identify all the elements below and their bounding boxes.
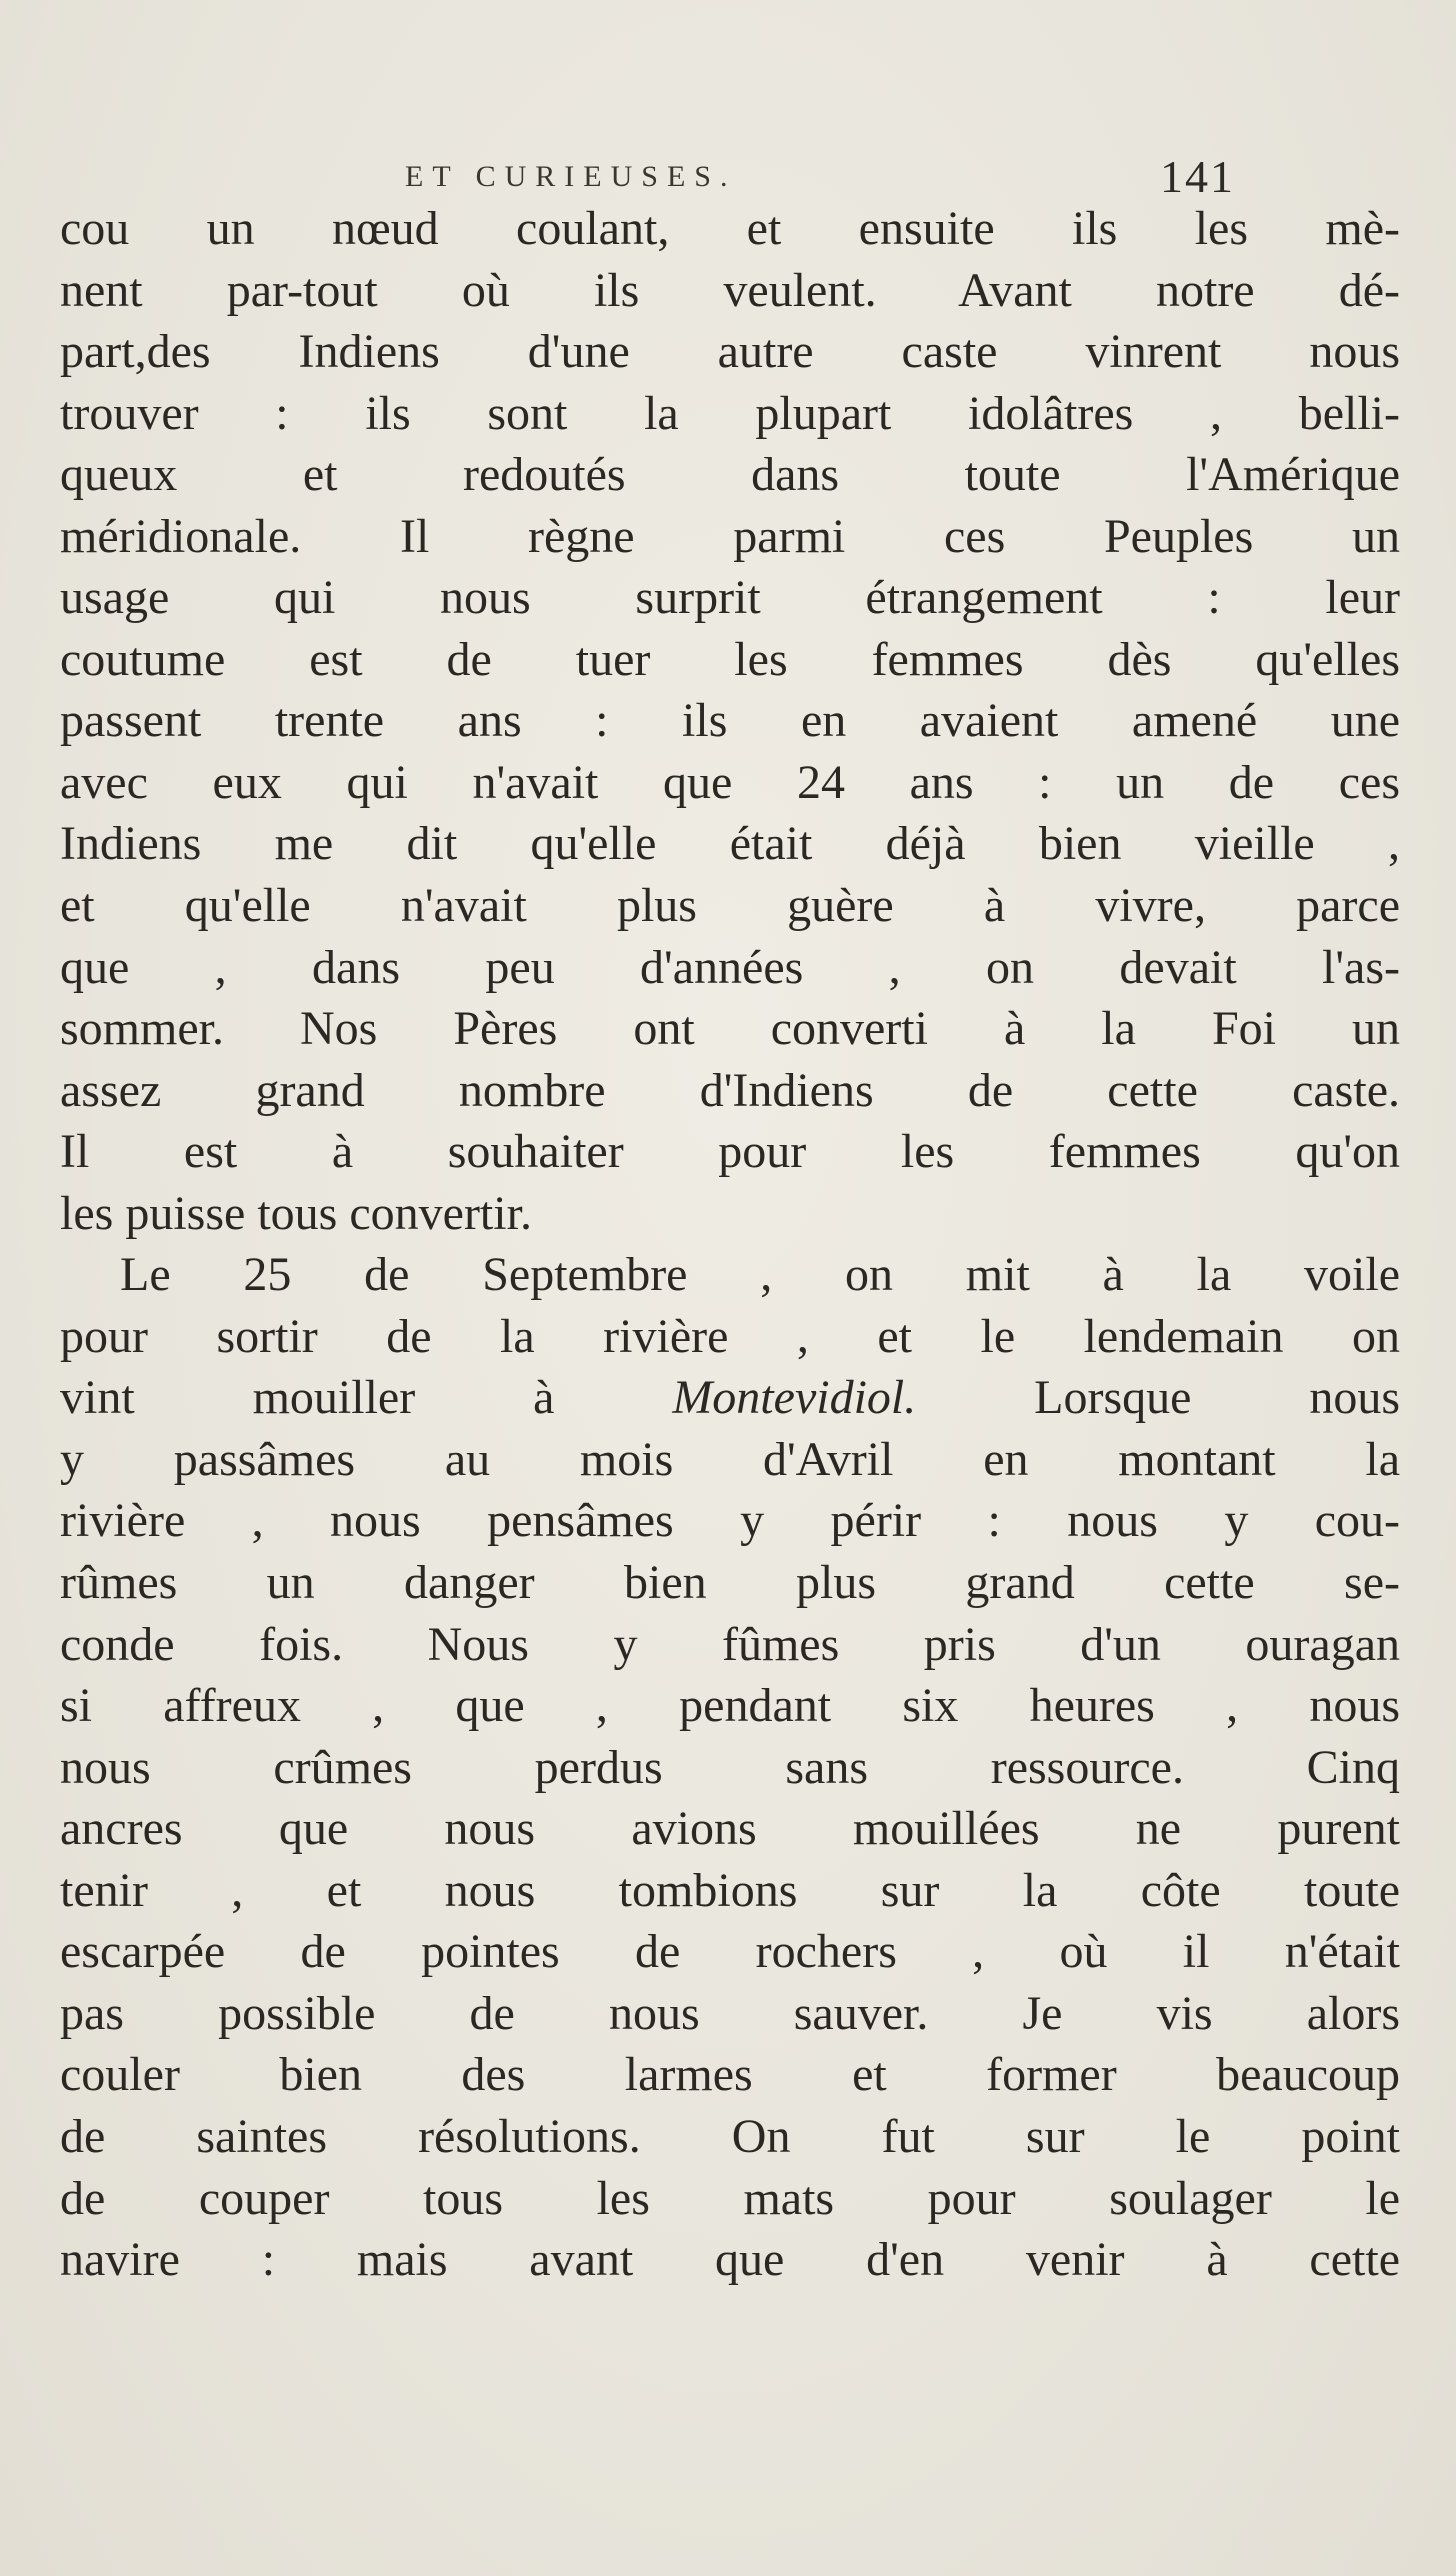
text-line: navire : mais avant que d'en venir à cette xyxy=(60,2233,1400,2287)
text-line: cou un nœud coulant, et ensuite ils les mè- xyxy=(60,202,1400,255)
text-line-with-place-name xyxy=(60,1367,1400,1429)
text-line: coutume est de tuer les femmes dès qu'elles xyxy=(60,632,1400,686)
text-line: méridionale. Il règne parmi ces Peuples un xyxy=(60,509,1400,563)
text-line: assez grand nombre d'Indiens de cette caste. xyxy=(60,1063,1400,1117)
text-line: avec eux qui n'avait que 24 ans : un de ces xyxy=(60,755,1400,809)
page-number: 141 xyxy=(1160,151,1235,202)
text-line: passent trente ans : ils en avaient amené une xyxy=(60,694,1400,748)
paragraph-start-line: Le 25 de Septembre , on mit à la voile xyxy=(120,1248,1400,1302)
text-line: que , dans peu d'années , on devait l'as- xyxy=(60,940,1400,994)
text-line: rivière , nous pensâmes y périr : nous y cou- xyxy=(60,1494,1400,1548)
text-line: part,des Indiens d'une autre caste vinrent nous xyxy=(60,325,1400,379)
text-line: trouver : ils sont la plupart idolâtres , belli- xyxy=(60,386,1400,440)
running-head: ET CURIEUSES. xyxy=(405,160,737,193)
text-line: conde fois. Nous y fûmes pris d'un ouragan xyxy=(60,1617,1400,1671)
text-line: rûmes un danger bien plus grand cette se- xyxy=(60,1556,1400,1610)
text-line: pas possible de nous sauver. Je vis alors xyxy=(60,1986,1400,2040)
text-line: et qu'elle n'avait plus guère à vivre, parce xyxy=(60,879,1400,933)
text-line: escarpée de pointes de rochers , où il n'était xyxy=(60,1925,1400,1979)
text-line: tenir , et nous tombions sur la côte toute xyxy=(60,1863,1400,1917)
text-fragment: vint mouiller à xyxy=(60,1371,555,1425)
text-line: couler bien des larmes et former beaucoup xyxy=(60,2048,1400,2102)
place-name-montevidiol: Montevidiol. xyxy=(672,1371,917,1425)
text-line: sommer. Nos Pères ont converti à la Foi un xyxy=(60,1002,1400,1056)
text-line: usage qui nous surprit étrangement : leur xyxy=(60,571,1400,625)
body-text xyxy=(60,198,1400,2291)
text-line: Il est à souhaiter pour les femmes qu'on xyxy=(60,1125,1400,1179)
text-line: nous crûmes perdus sans ressource. Cinq xyxy=(60,1740,1400,1794)
text-fragment: Lorsque nous xyxy=(1034,1371,1401,1425)
text-line: pour sortir de la rivière , et le lendemain on xyxy=(60,1309,1400,1363)
text-line: y passâmes au mois d'Avril en montant la xyxy=(60,1432,1400,1486)
text-line: de saintes résolutions. On fut sur le point xyxy=(60,2109,1400,2163)
text-line: si affreux , que , pendant six heures , nous xyxy=(60,1679,1400,1733)
text-line: ancres que nous avions mouillées ne purent xyxy=(60,1802,1400,1856)
paragraph-end-line: les puisse tous convertir. xyxy=(60,1186,532,1240)
text-line: queux et redoutés dans toute l'Amérique xyxy=(60,448,1400,502)
text-line: nent par-tout où ils veulent. Avant notre dé- xyxy=(60,263,1400,317)
text-line: Indiens me dit qu'elle était déjà bien vieille , xyxy=(60,817,1400,871)
text-line: de couper tous les mats pour soulager le xyxy=(60,2171,1400,2225)
